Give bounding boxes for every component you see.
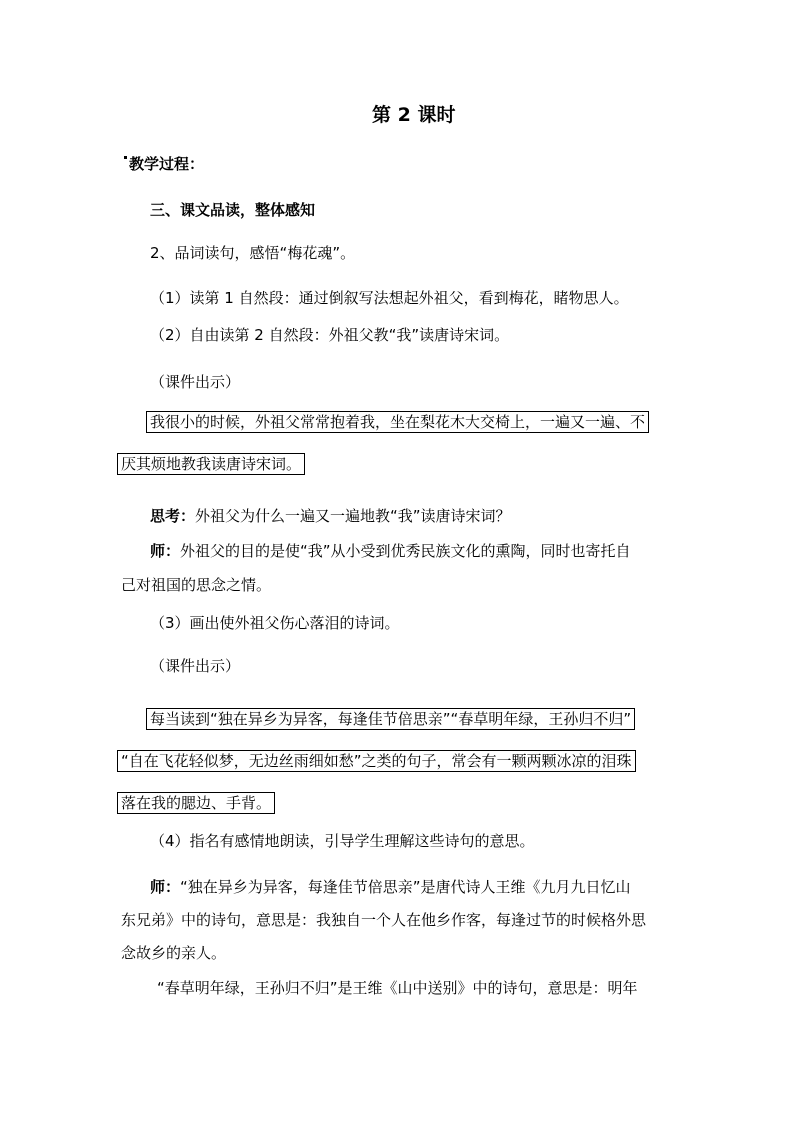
- step-1: （1）读第 1 自然段：通过倒叙写法想起外祖父，看到梅花，睹物思人。: [150, 289, 629, 307]
- teacher-1-line-1: [150, 541, 631, 561]
- paragraph-last: “春草明年绿，王孙归不归”是王维《山中送别》中的诗句，意思是：明年: [157, 979, 638, 997]
- teacher-2-line-3: 念故乡的亲人。: [121, 944, 227, 962]
- step-4: （4）指名有感情地朗读，引导学生理解这些诗句的意思。: [150, 832, 535, 850]
- quote-box-2-line-1: 每当读到“独在异乡为异客，每逢佳节倍思亲”“春草明年绿，王孙归不归”: [146, 708, 635, 730]
- teacher-2-text: “独在异乡为异客，每逢佳节倍思亲”是唐代诗人王维《九月九日忆山: [180, 878, 631, 896]
- step-2: （2）自由读第 2 自然段：外祖父教“我”读唐诗宋词。: [150, 326, 510, 344]
- item-2: 2、品词读句，感悟“梅花魂”。: [150, 244, 356, 262]
- teacher-label: 师：: [150, 542, 181, 560]
- subheading: 三、课文品读，整体感知: [150, 201, 316, 219]
- quote-box-2-line-3: 落在我的腮边、手背。: [117, 792, 275, 814]
- teacher-label: 师：: [150, 878, 181, 896]
- bullet-icon: [124, 156, 127, 159]
- question-label: 思考：: [150, 507, 196, 525]
- quote-box-1-line-2: 厌其烦地教我读唐诗宋词。: [117, 453, 305, 475]
- courseware-label-2: （课件出示）: [150, 657, 241, 675]
- teacher-1-text: 外祖父的目的是使“我”从小受到优秀民族文化的熏陶，同时也寄托自: [180, 542, 631, 560]
- section-heading: 教学过程：: [129, 155, 205, 173]
- teacher-2-line-1: [150, 877, 631, 897]
- question-line: [150, 506, 511, 526]
- question-text: 外祖父为什么一遍又一遍地教“我”读唐诗宋词？: [195, 507, 511, 525]
- courseware-label-1: （课件出示）: [150, 373, 241, 391]
- quote-box-2-line-2: “自在飞花轻似梦，无边丝雨细如愁”之类的句子，常会有一颗两颗冰凉的泪珠: [117, 750, 636, 772]
- step-3: （3）画出使外祖父伤心落泪的诗词。: [150, 614, 400, 632]
- quote-box-1-line-1: 我很小的时候，外祖父常常抱着我，坐在梨花木大交椅上，一遍又一遍、不: [146, 411, 649, 433]
- teacher-1-line-2: 己对祖国的思念之情。: [121, 576, 272, 594]
- page-title: 第 2 课时: [372, 104, 456, 126]
- teacher-2-line-2: 东兄弟》中的诗句，意思是：我独自一个人在他乡作客，每逢过节的时候格外思: [121, 911, 647, 929]
